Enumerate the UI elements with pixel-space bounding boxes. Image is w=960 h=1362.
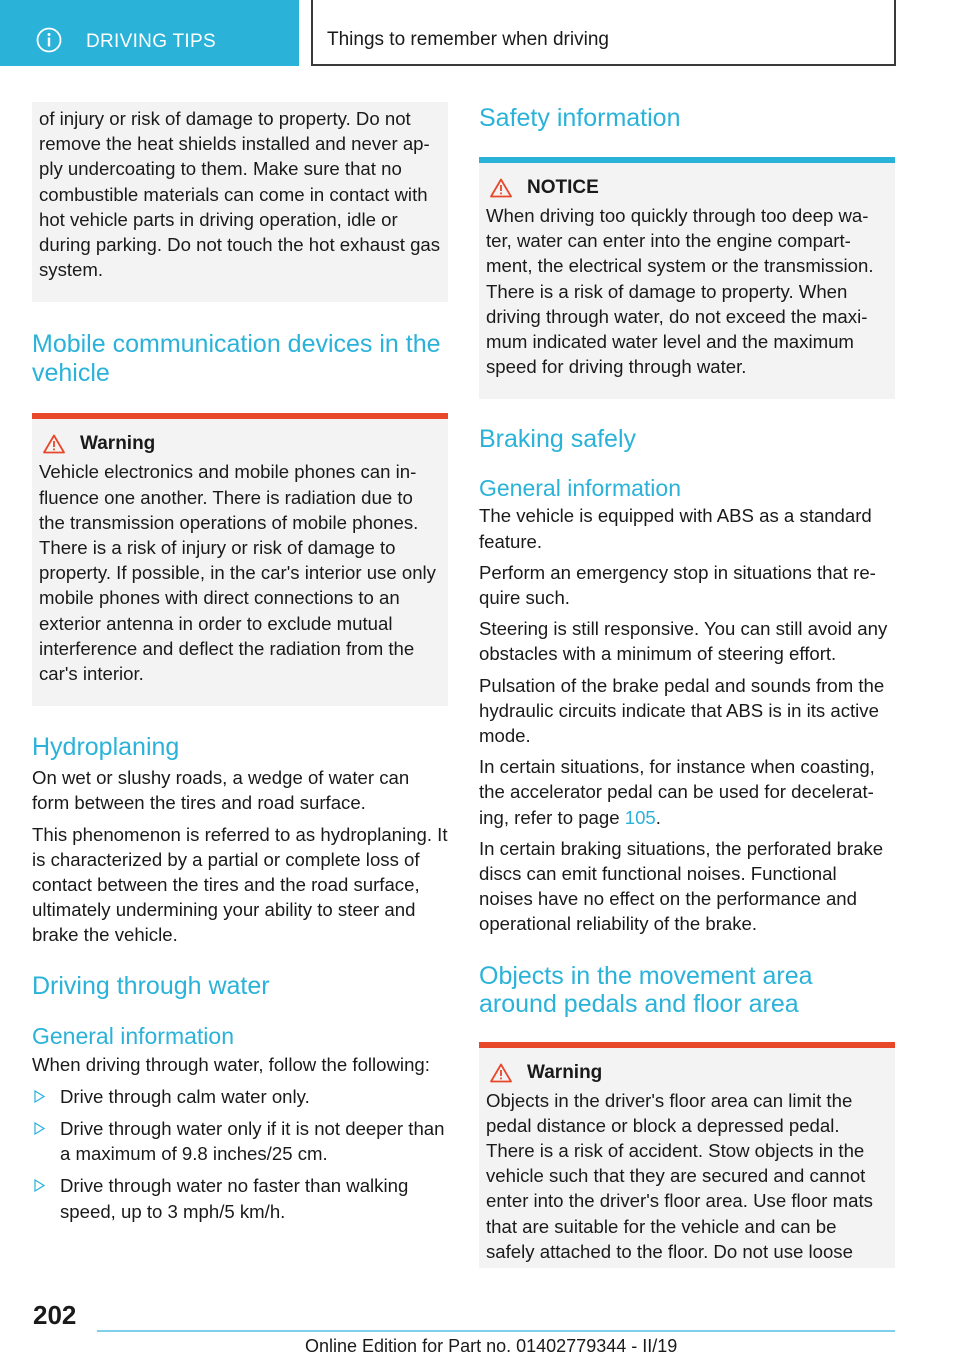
objects-warning-text: Objects in the driver's floor area can limit the pedal distance or block a depressed pedal. There is a risk of accident. Stow objects in the vehicle such that they are secured and cannot enter into the driver's floor area. Use floor mats that are suitable for the vehicle and can be safely attached to the floor. Do not use loose — [486, 1089, 873, 1262]
right-column — [479, 102, 895, 1268]
warning-label: Warning — [527, 1061, 603, 1083]
objects-pedals-heading: Objects in the movement area around pedals and floor area — [479, 961, 813, 1018]
mobile-warning-box — [32, 413, 448, 706]
left-column — [32, 102, 448, 1224]
braking-para-2: Perform an emergency stop in situations that re-quire such. — [479, 561, 876, 609]
driving-water-list — [32, 1084, 448, 1224]
info-icon — [36, 27, 62, 53]
bullet-triangle-icon — [34, 1122, 45, 1135]
braking-para-4: Pulsation of the brake pedal and sounds from the hydraulic circuits indicate that ABS is in its active mode. — [479, 674, 885, 747]
warning-label: Warning — [80, 433, 156, 455]
safety-info-heading: Safety information — [479, 104, 681, 132]
header-section-tab — [0, 0, 299, 66]
warning-triangle-icon — [43, 434, 65, 454]
notice-text: When driving too quickly through too deep wa-ter, water can enter into the engine compart-ment, the electrical system or the transmission. There is a risk of damage to property. When driving through water, do not exceed the maxi-mum indicated water level and the maximum speed for driving through water. — [486, 205, 874, 378]
list-item: Drive through water only if it is not deeper than a maximum of 9.8 inches/25 cm. — [32, 1116, 448, 1166]
notice-header — [486, 175, 888, 201]
bullet-triangle-icon — [34, 1179, 45, 1192]
warning-triangle-icon — [490, 178, 512, 198]
braking-para-6: In certain braking situations, the perforated brake discs can emit functional noises. Functional noises have no effect on the performance and operational reliability of the brake. — [479, 837, 884, 935]
braking-general-subheading: General information — [479, 475, 681, 502]
hydroplaning-para-2: This phenomenon is referred to as hydroplaning. It is characterized by a partial or complete loss of contact between the tires and the road surface, ultimately undermining your ability to steer and brake the vehicle. — [32, 823, 448, 946]
notice-label: NOTICE — [527, 177, 599, 198]
continued-warning-box — [32, 102, 448, 302]
bullet-triangle-icon — [34, 1090, 45, 1103]
list-item: Drive through calm water only. — [32, 1084, 448, 1109]
hydroplaning-para-1: On wet or slushy roads, a wedge of water can form between the tires and road surface. — [32, 767, 410, 814]
braking-safely-heading: Braking safely — [479, 425, 637, 454]
footer-edition: Online Edition for Part no. 01402779344 - II/19 — [305, 1336, 678, 1356]
continued-warning-text: of injury or risk of damage to property. Do not remove the heat shields installed and never ap-ply undercoating to them. Make sure that no combustible materials can come in contact with hot vehicle parts in driving operation, idle or during parking. Do not touch the hot exhaust gas system. — [39, 108, 441, 281]
header-page-title: Things to remember when driving — [327, 29, 609, 50]
hydroplaning-heading: Hydroplaning — [32, 733, 180, 762]
header-title-box — [311, 0, 896, 66]
driving-water-subheading: General information — [32, 1022, 234, 1049]
braking-para-5: In certain situations, for instance when coasting, the accelerator pedal can be used for decelerat-ing, refer to page 105. — [479, 756, 875, 828]
driving-water-heading: Driving through water — [32, 971, 270, 1000]
header-section-label: DRIVING TIPS — [86, 31, 216, 52]
warning-header — [486, 1060, 888, 1086]
mobile-warning-text: Vehicle electronics and mobile phones can in-fluence one another. There is radiation due to the transmission operations of mobile phones. There is a risk of injury or risk of damage to property. If possible, in the car's interior use only mobile phones with direct connections to an exterior antenna in order to exclude mutual interference and deflect the radiation from the car's interior. — [39, 461, 436, 685]
mobile-devices-heading: Mobile communication devices in the vehicle — [32, 330, 441, 388]
warning-header — [39, 431, 441, 457]
braking-para-3: Steering is still responsive. You can still avoid any obstacles with a minimum of steering effort. — [479, 618, 888, 665]
notice-box — [479, 157, 895, 399]
driving-water-intro: When driving through water, follow the following: — [32, 1053, 430, 1075]
warning-triangle-icon — [490, 1063, 512, 1083]
braking-para-1: The vehicle is equipped with ABS as a standard feature. — [479, 505, 872, 552]
objects-warning-box — [479, 1042, 895, 1268]
list-item: Drive through water no faster than walking speed, up to 3 mph/5 km/h. — [32, 1173, 448, 1223]
page-number: 202 — [33, 1300, 77, 1330]
page-reference-link[interactable]: 105 — [624, 806, 656, 828]
footer-divider — [97, 1330, 895, 1332]
